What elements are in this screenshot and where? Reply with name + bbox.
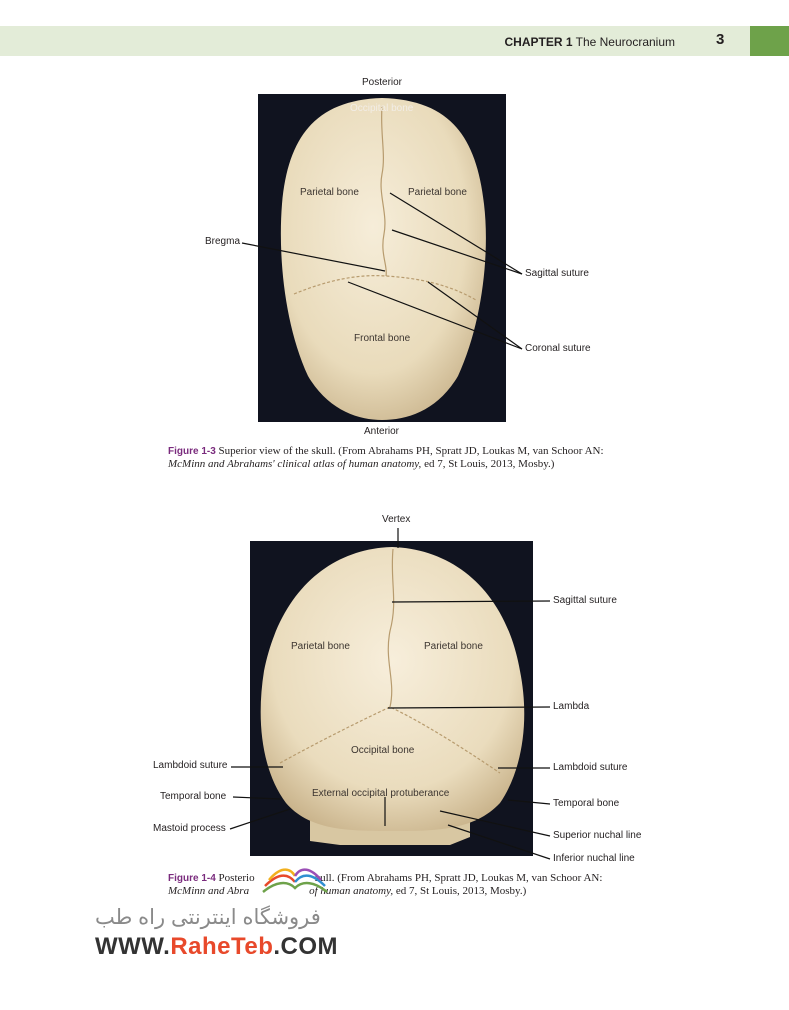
fig4-caption-italic-b: of human anatomy, <box>309 885 394 897</box>
watermark-persian-text: فروشگاه اینترنتی راه طب <box>95 906 321 929</box>
fig4-ext-occ-label: External occipital protuberance <box>312 788 450 799</box>
fig4-inferior-nuchal-label: Inferior nuchal line <box>553 853 635 864</box>
watermark-url-suffix: .COM <box>273 933 339 960</box>
watermark-url-prefix: WWW. <box>95 933 171 960</box>
fig4-number: Figure 1-4 <box>168 873 216 884</box>
fig3-caption-italic: McMinn and Abrahams' clinical atlas of human anatomy, <box>168 458 422 470</box>
fig4-caption-tail: ed 7, St Louis, 2013, Mosby.) <box>395 885 527 897</box>
fig3-occipital-label: Occipital bone <box>350 103 414 114</box>
fig3-sagittal-label: Sagittal suture <box>525 268 589 279</box>
fig4-caption-text-b: kull. (From Abrahams PH, Spratt JD, Loukas M, van Schoor AN: <box>314 872 603 884</box>
fig4-caption-italic-a: McMinn and Abra <box>168 885 250 897</box>
fig4-sagittal-label: Sagittal suture <box>553 595 617 606</box>
fig3-coronal-label: Coronal suture <box>525 343 591 354</box>
fig4-caption <box>168 872 638 898</box>
chapter-label: CHAPTER 1 <box>504 35 573 49</box>
fig3-parietal-right-label: Parietal bone <box>408 187 467 198</box>
fig4-temporal-right-label: Temporal bone <box>553 798 620 809</box>
fig4-superior-nuchal-label: Superior nuchal line <box>553 830 642 841</box>
fig3-posterior-label: Posterior <box>362 77 403 88</box>
chapter-title: The Neurocranium <box>575 35 675 49</box>
fig3-caption-text: Superior view of the skull. (From Abrahams PH, Spratt JD, Loukas M, van Schoor AN: <box>218 445 604 457</box>
watermark-url <box>95 933 338 961</box>
fig3-bregma-label: Bregma <box>205 236 241 247</box>
watermark-url-brand: RaheTeb <box>170 933 274 960</box>
fig3-number: Figure 1-3 <box>168 446 216 457</box>
fig3-frontal-label: Frontal bone <box>354 333 411 344</box>
fig4-occipital-label: Occipital bone <box>351 745 415 756</box>
fig4-caption-text-a: Posterio <box>218 872 255 884</box>
book-logo-icon <box>255 862 335 898</box>
fig3-caption-tail: ed 7, St Louis, 2013, Mosby.) <box>424 458 555 470</box>
fig4-parietal-left-label: Parietal bone <box>291 641 350 652</box>
fig4-mastoid-label: Mastoid process <box>153 823 226 834</box>
fig4-temporal-left-label: Temporal bone <box>160 791 227 802</box>
fig4-lambda-label: Lambda <box>553 701 590 712</box>
page-number: 3 <box>716 31 725 48</box>
fig4-vertex-label: Vertex <box>382 514 411 525</box>
fig4-parietal-right-label: Parietal bone <box>424 641 483 652</box>
fig3-anterior-label: Anterior <box>364 426 400 437</box>
fig4-lambdoid-right-label: Lambdoid suture <box>553 762 628 773</box>
fig4-lambdoid-left-label: Lambdoid suture <box>153 760 228 771</box>
fig3-parietal-left-label: Parietal bone <box>300 187 359 198</box>
